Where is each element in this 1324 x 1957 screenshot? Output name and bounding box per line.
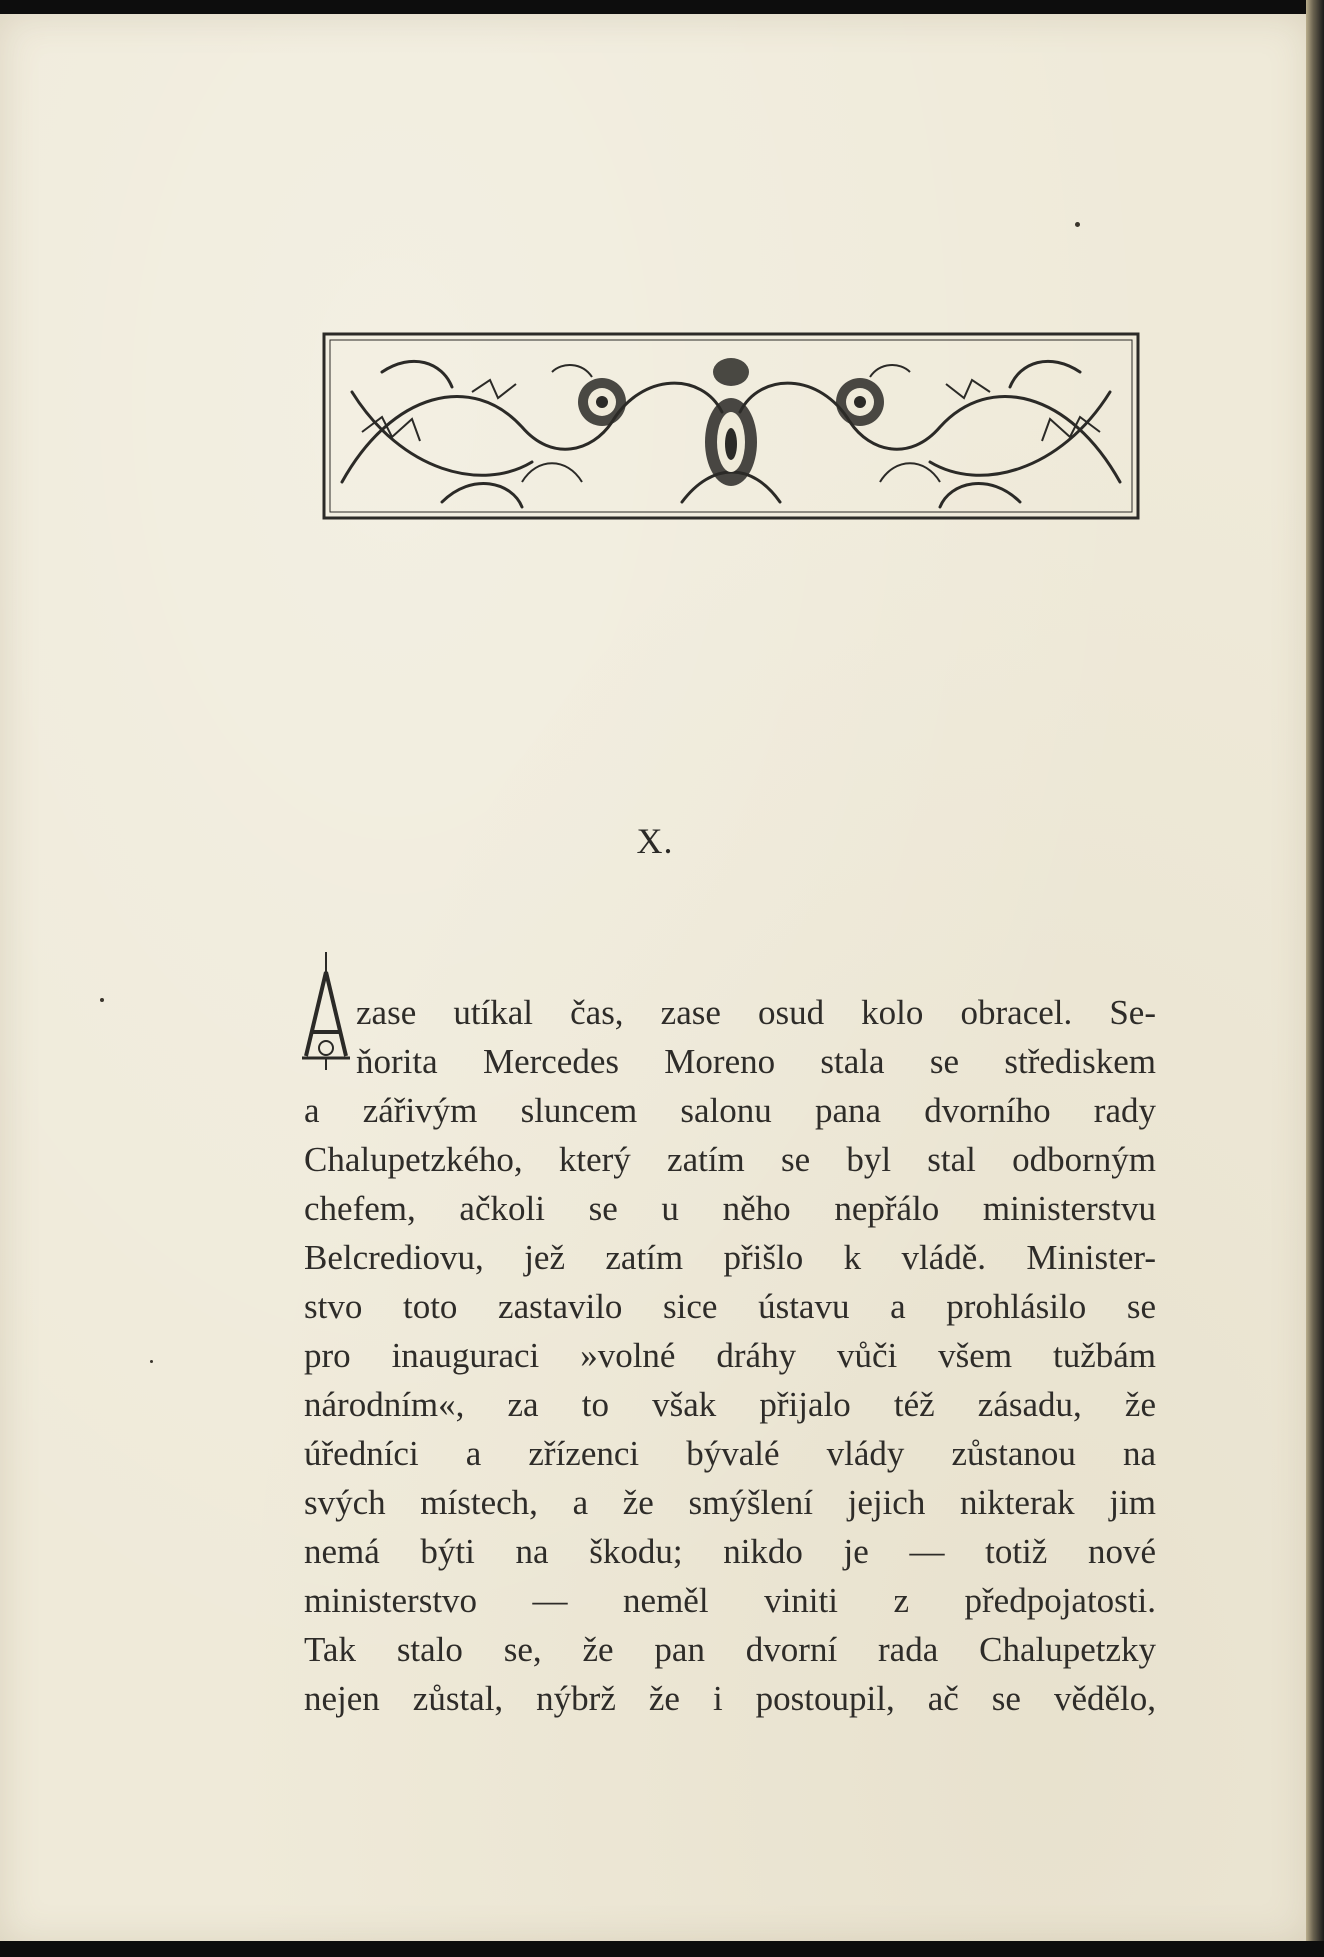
text-line: úředníci a zřízenci bývalé vlády zůstanou na xyxy=(304,1434,1156,1473)
page-edge-right xyxy=(1306,0,1324,1957)
chapter-number: X. xyxy=(636,821,674,861)
decorative-headpiece xyxy=(322,332,1140,520)
paper-speck xyxy=(1075,222,1080,227)
text-line: ňorita Mercedes Moreno stala se střediskem xyxy=(356,1042,1156,1081)
text-line: pro inauguraci »volné dráhy vůči všem tužbám xyxy=(304,1336,1156,1375)
chapter-text xyxy=(304,988,1156,1723)
text-line: a zářivým sluncem salonu pana dvorního rady xyxy=(304,1091,1156,1130)
page-edge-bottom xyxy=(0,1941,1324,1957)
text-line: zase utíkal čas, zase osud kolo obracel. Se- xyxy=(356,993,1156,1032)
text-line: nemá býti na škodu; nikdo je — totiž nové xyxy=(304,1532,1156,1571)
text-line: Chalupetzkého, který zatím se byl stal odborným xyxy=(304,1140,1156,1179)
text-line: stvo toto zastavilo sice ústavu a prohlásilo se xyxy=(304,1287,1156,1326)
paper-speck xyxy=(150,1360,153,1363)
text-line: chefem, ačkoli se u něho nepřálo ministerstvu xyxy=(304,1189,1156,1228)
paper-speck xyxy=(100,998,104,1002)
text-line: Tak stalo se, že pan dvorní rada Chalupetzky xyxy=(304,1630,1156,1669)
text-line: Belcrediovu, jež zatím přišlo k vládě. Minister- xyxy=(304,1238,1156,1277)
text-line: svých místech, a že smýšlení jejich nikterak jim xyxy=(304,1483,1156,1522)
text-line: národním«, za to však přijalo též zásadu, že xyxy=(304,1385,1156,1424)
book-page xyxy=(0,14,1310,1944)
text-line: nejen zůstal, nýbrž že i postoupil, ač se vědělo, xyxy=(304,1679,1156,1718)
text-line: ministerstvo — neměl viniti z předpojatosti. xyxy=(304,1581,1156,1620)
